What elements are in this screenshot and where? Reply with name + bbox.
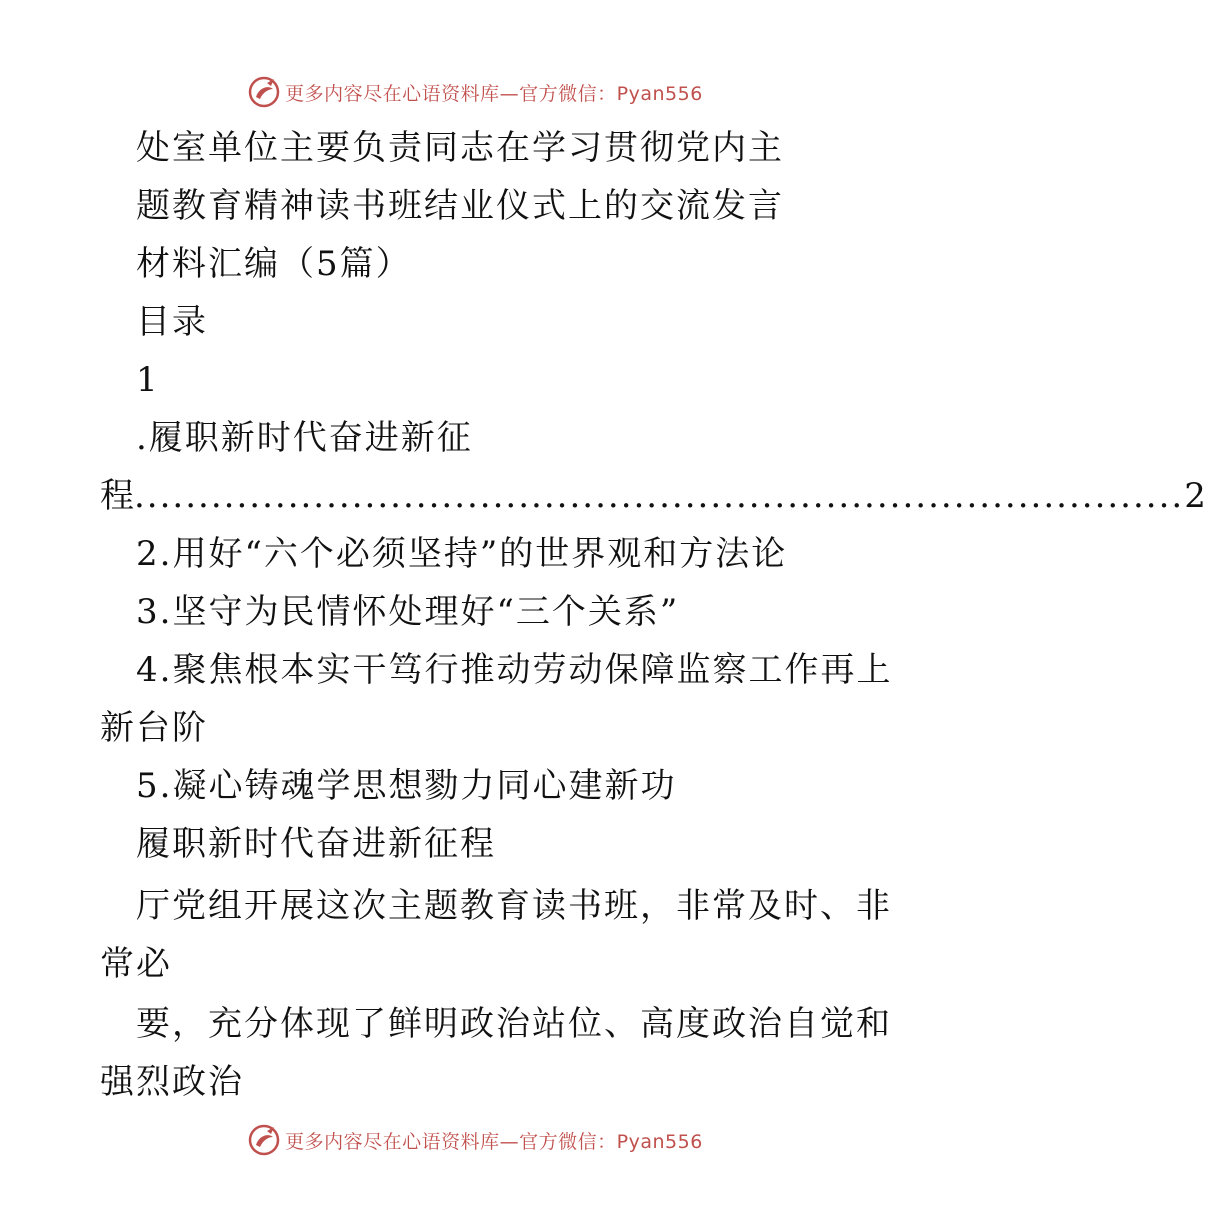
paragraph-1-line-1: 厅党组开展这次主题教育读书班，非常及时、非 [136, 886, 892, 926]
section-title: 履职新时代奋进新征程 [136, 824, 496, 864]
watermark-header [0, 72, 950, 112]
toc-item-1-page: 2 [1184, 476, 1206, 516]
brand-logo-icon [247, 1123, 281, 1157]
toc-dot-leader: .................................................................................. [134, 476, 1185, 516]
toc-heading: 目录 [136, 302, 208, 342]
toc-item-3: 3.坚守为民情怀处理好“三个关系” [136, 592, 680, 632]
toc-item-1-text: .履职新时代奋进新征 [136, 418, 473, 458]
toc-item-1-leader-row [100, 476, 1206, 516]
watermark-text: 更多内容尽在心语资料库—官方微信：Pyan556 [285, 1130, 703, 1153]
watermark-text: 更多内容尽在心语资料库—官方微信：Pyan556 [285, 82, 703, 105]
toc-item-4-line-1: 4.聚焦根本实干笃行推动劳动保障监察工作再上 [136, 650, 893, 690]
brand-logo-icon [247, 75, 281, 109]
toc-item-4-line-2: 新台阶 [100, 708, 208, 748]
doc-title-line-1: 处室单位主要负责同志在学习贯彻党内主 [136, 128, 784, 168]
toc-item-2: 2.用好“六个必须坚持”的世界观和方法论 [136, 534, 788, 574]
toc-item-1-text-cont: 程 [100, 476, 134, 516]
watermark-footer [0, 1120, 950, 1160]
toc-number-1: 1 [136, 360, 160, 400]
paragraph-2-line-1: 要，充分体现了鲜明政治站位、高度政治自觉和 [136, 1004, 892, 1044]
paragraph-1-line-2: 常必 [100, 944, 172, 984]
paragraph-2-line-2: 强烈政治 [100, 1062, 244, 1102]
toc-item-5: 5.凝心铸魂学思想勠力同心建新功 [136, 766, 677, 806]
doc-title-line-2: 题教育精神读书班结业仪式上的交流发言 [136, 186, 784, 226]
doc-title-line-3: 材料汇编（5篇） [136, 244, 412, 284]
